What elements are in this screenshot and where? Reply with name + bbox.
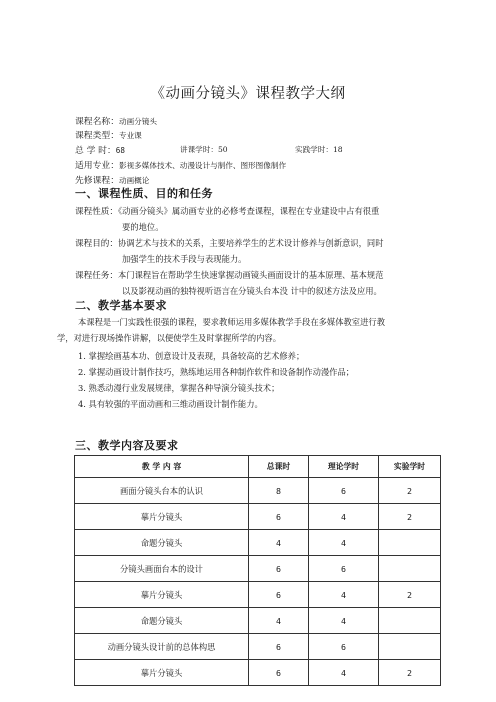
cell-total: 8 — [249, 478, 309, 504]
cell-lab: 2 — [379, 660, 441, 686]
requirement-item: 3. 熟悉动漫行业发展规律，掌握各种导演分镜头技术； — [78, 383, 280, 393]
cell-total: 6 — [249, 556, 309, 582]
cell-total: 6 — [249, 634, 309, 660]
nature-line-1: 课程性质：《动画分镜头》属动画专业的必修考查课程，课程在专业建设中占有很重 — [75, 206, 380, 217]
cell-content: 摹片分镜头 — [75, 582, 249, 608]
prereq-label: 先修课程： — [75, 176, 119, 186]
table-row — [75, 530, 441, 556]
course-name-label: 课程名称： — [75, 117, 119, 127]
cell-lab — [379, 530, 441, 556]
section-2-heading: 二、教学基本要求 — [75, 299, 167, 312]
cell-content: 画面分镜头台本的认识 — [75, 478, 249, 504]
table-row — [75, 608, 441, 634]
requirement-item: 2. 掌握动画设计制作技巧，熟练地运用各种制作软件和设备制作动漫作品； — [78, 367, 355, 377]
task-line-1: 课程任务：本门课程旨在帮助学生快速掌握动画镜头画面设计的基本原理、基本规范 — [75, 270, 384, 281]
course-type-label: 课程类型： — [75, 131, 119, 141]
cell-total: 6 — [249, 660, 309, 686]
majors-value: 影视多媒体技术、动漫设计与制作、图形图像制作 — [119, 161, 287, 170]
header-content: 教 学 内 容 — [75, 456, 249, 478]
cell-theory: 4 — [309, 660, 379, 686]
total-hours-label: 总 学 时： — [75, 146, 116, 156]
course-content-table — [74, 455, 441, 686]
cell-theory: 4 — [309, 504, 379, 530]
cell-total: 4 — [249, 608, 309, 634]
cell-lab — [379, 634, 441, 660]
table-header-row — [75, 456, 441, 478]
cell-total: 6 — [249, 582, 309, 608]
table-row — [75, 582, 441, 608]
cell-content: 摹片分镜头 — [75, 660, 249, 686]
table-row — [75, 660, 441, 686]
table-row — [75, 504, 441, 530]
requirement-item: 1. 掌握绘画基本功、创意设计及表现，具备较高的艺术修养； — [78, 351, 305, 361]
cell-total: 6 — [249, 504, 309, 530]
section-1-heading: 一、课程性质、目的和任务 — [75, 187, 213, 200]
nature-line-2: 要的地位。 — [122, 222, 164, 232]
course-name-line — [75, 114, 157, 127]
cell-lab: 2 — [379, 504, 441, 530]
cell-theory: 6 — [309, 478, 379, 504]
cell-theory: 4 — [309, 582, 379, 608]
header-lab-hours: 实验学时 — [379, 456, 441, 478]
practice-hours: 实践学时：18 — [295, 145, 343, 154]
prereq-value: 动画概论 — [119, 176, 150, 185]
cell-theory: 6 — [309, 634, 379, 660]
cell-content: 命题分镜头 — [75, 608, 249, 634]
cell-theory: 6 — [309, 556, 379, 582]
course-type-line — [75, 128, 142, 141]
table-row — [75, 634, 441, 660]
cell-lab — [379, 556, 441, 582]
cell-content: 命题分镜头 — [75, 530, 249, 556]
goal-line-1: 课程目的：协调艺术与技术的关系，主要培养学生的艺术设计修养与创新意识，同时 — [75, 238, 384, 249]
cell-lab — [379, 608, 441, 634]
table-row — [75, 556, 441, 582]
goal-line-2: 加强学生的技术手段与表现能力。 — [122, 254, 247, 264]
lecture-hours: 讲课学时：50 — [180, 145, 228, 154]
header-theory-hours: 理论学时 — [309, 456, 379, 478]
requirement-item: 4. 具有较强的平面动画和三维动画设计制作能力。 — [78, 399, 263, 409]
section-3-heading: 三、教学内容及要求 — [75, 439, 179, 452]
cell-lab: 2 — [379, 582, 441, 608]
majors-line — [75, 158, 286, 171]
cell-theory: 4 — [309, 530, 379, 556]
cell-theory: 4 — [309, 608, 379, 634]
requirements-intro-1: 本课程是一门实践性很强的课程，要求教师运用多媒体教学手段在多媒体教室进行教 — [78, 317, 385, 327]
cell-content: 摹片分镜头 — [75, 504, 249, 530]
cell-content: 分镜头画面台本的设计 — [75, 556, 249, 582]
table-row — [75, 478, 441, 504]
cell-total: 4 — [249, 530, 309, 556]
requirements-intro-2: 学，对进行现场操作讲解，以便使学生及时掌握所学的内容。 — [57, 333, 282, 343]
cell-lab: 2 — [379, 478, 441, 504]
course-type-value: 专业课 — [119, 131, 142, 140]
total-hours-value: 68 — [115, 146, 125, 155]
course-name-value: 动画分镜头 — [119, 117, 157, 126]
page-title: 《动画分镜头》课程教学大纲 — [150, 86, 346, 102]
total-hours-line — [75, 143, 125, 156]
header-total-hours: 总课时 — [249, 456, 309, 478]
task-line-2: 以及影视动画的独特视听语言在分镜头台本没 计中的叙述方法及应用。 — [122, 286, 382, 296]
majors-label: 适用专业： — [75, 161, 119, 171]
cell-content: 动画分镜头设计前的总体构思 — [75, 634, 249, 660]
